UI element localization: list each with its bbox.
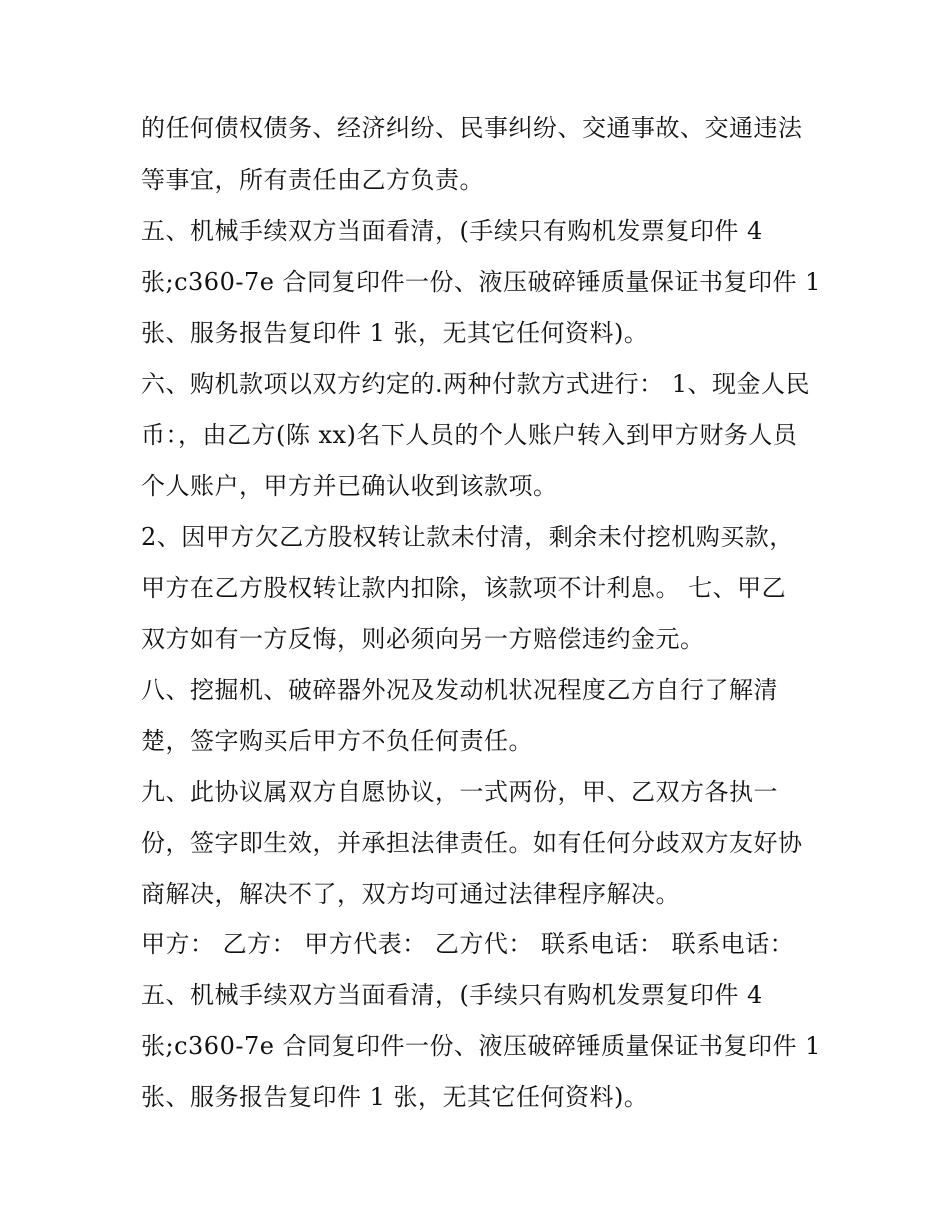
text-line: 甲方在乙方股权转让款内扣除，该款项不计利息。 七、甲乙	[141, 574, 787, 602]
text-line: 币：，由乙方(陈 xx)名下人员的个人账户转入到甲方财务人员	[141, 421, 798, 449]
text-line: 张;c360-7e 合同复印件一份、液压破碎锤质量保证书复印件 1	[141, 268, 821, 296]
text-line: 个人账户，甲方并已确认收到该款项。	[141, 472, 558, 500]
text-line: 双方如有一方反悔，则必须向另一方赔偿违约金元。	[141, 625, 705, 653]
text-line: 2、因甲方欠乙方股权转让款未付清，剩余未付挖机购买款，	[141, 523, 794, 551]
text-line: 张、服务报告复印件 1 张，无其它任何资料)。	[141, 319, 649, 347]
text-line: 九、此协议属双方自愿协议，一式两份，甲、乙双方各执一	[141, 778, 778, 806]
text-line: 商解决，解决不了，双方均可通过法律程序解决。	[141, 880, 680, 908]
text-line: 甲方： 乙方： 甲方代表： 乙方代： 联系电话： 联系电话：	[141, 930, 795, 958]
text-line: 五、机械手续双方当面看清，(手续只有购机发票复印件 4	[141, 217, 763, 245]
text-line: 六、购机款项以双方约定的.两种付款方式进行： 1、现金人民	[141, 370, 811, 398]
text-line: 楚，签字购买后甲方不负任何责任。	[141, 727, 533, 755]
text-line: 的任何债权债务、经济纠纷、民事纠纷、交通事故、交通违法	[141, 114, 803, 142]
text-line: 张、服务报告复印件 1 张，无其它任何资料)。	[141, 1083, 649, 1111]
text-line: 份，签字即生效，并承担法律责任。如有任何分歧双方友好协	[141, 829, 803, 857]
text-line: 五、机械手续双方当面看清，(手续只有购机发票复印件 4	[141, 981, 763, 1009]
text-line: 等事宜，所有责任由乙方负责。	[141, 166, 484, 194]
text-line: 八、挖掘机、破碎器外况及发动机状况程度乙方自行了解清	[141, 676, 778, 704]
text-line: 张;c360-7e 合同复印件一份、液压破碎锤质量保证书复印件 1	[141, 1032, 821, 1060]
